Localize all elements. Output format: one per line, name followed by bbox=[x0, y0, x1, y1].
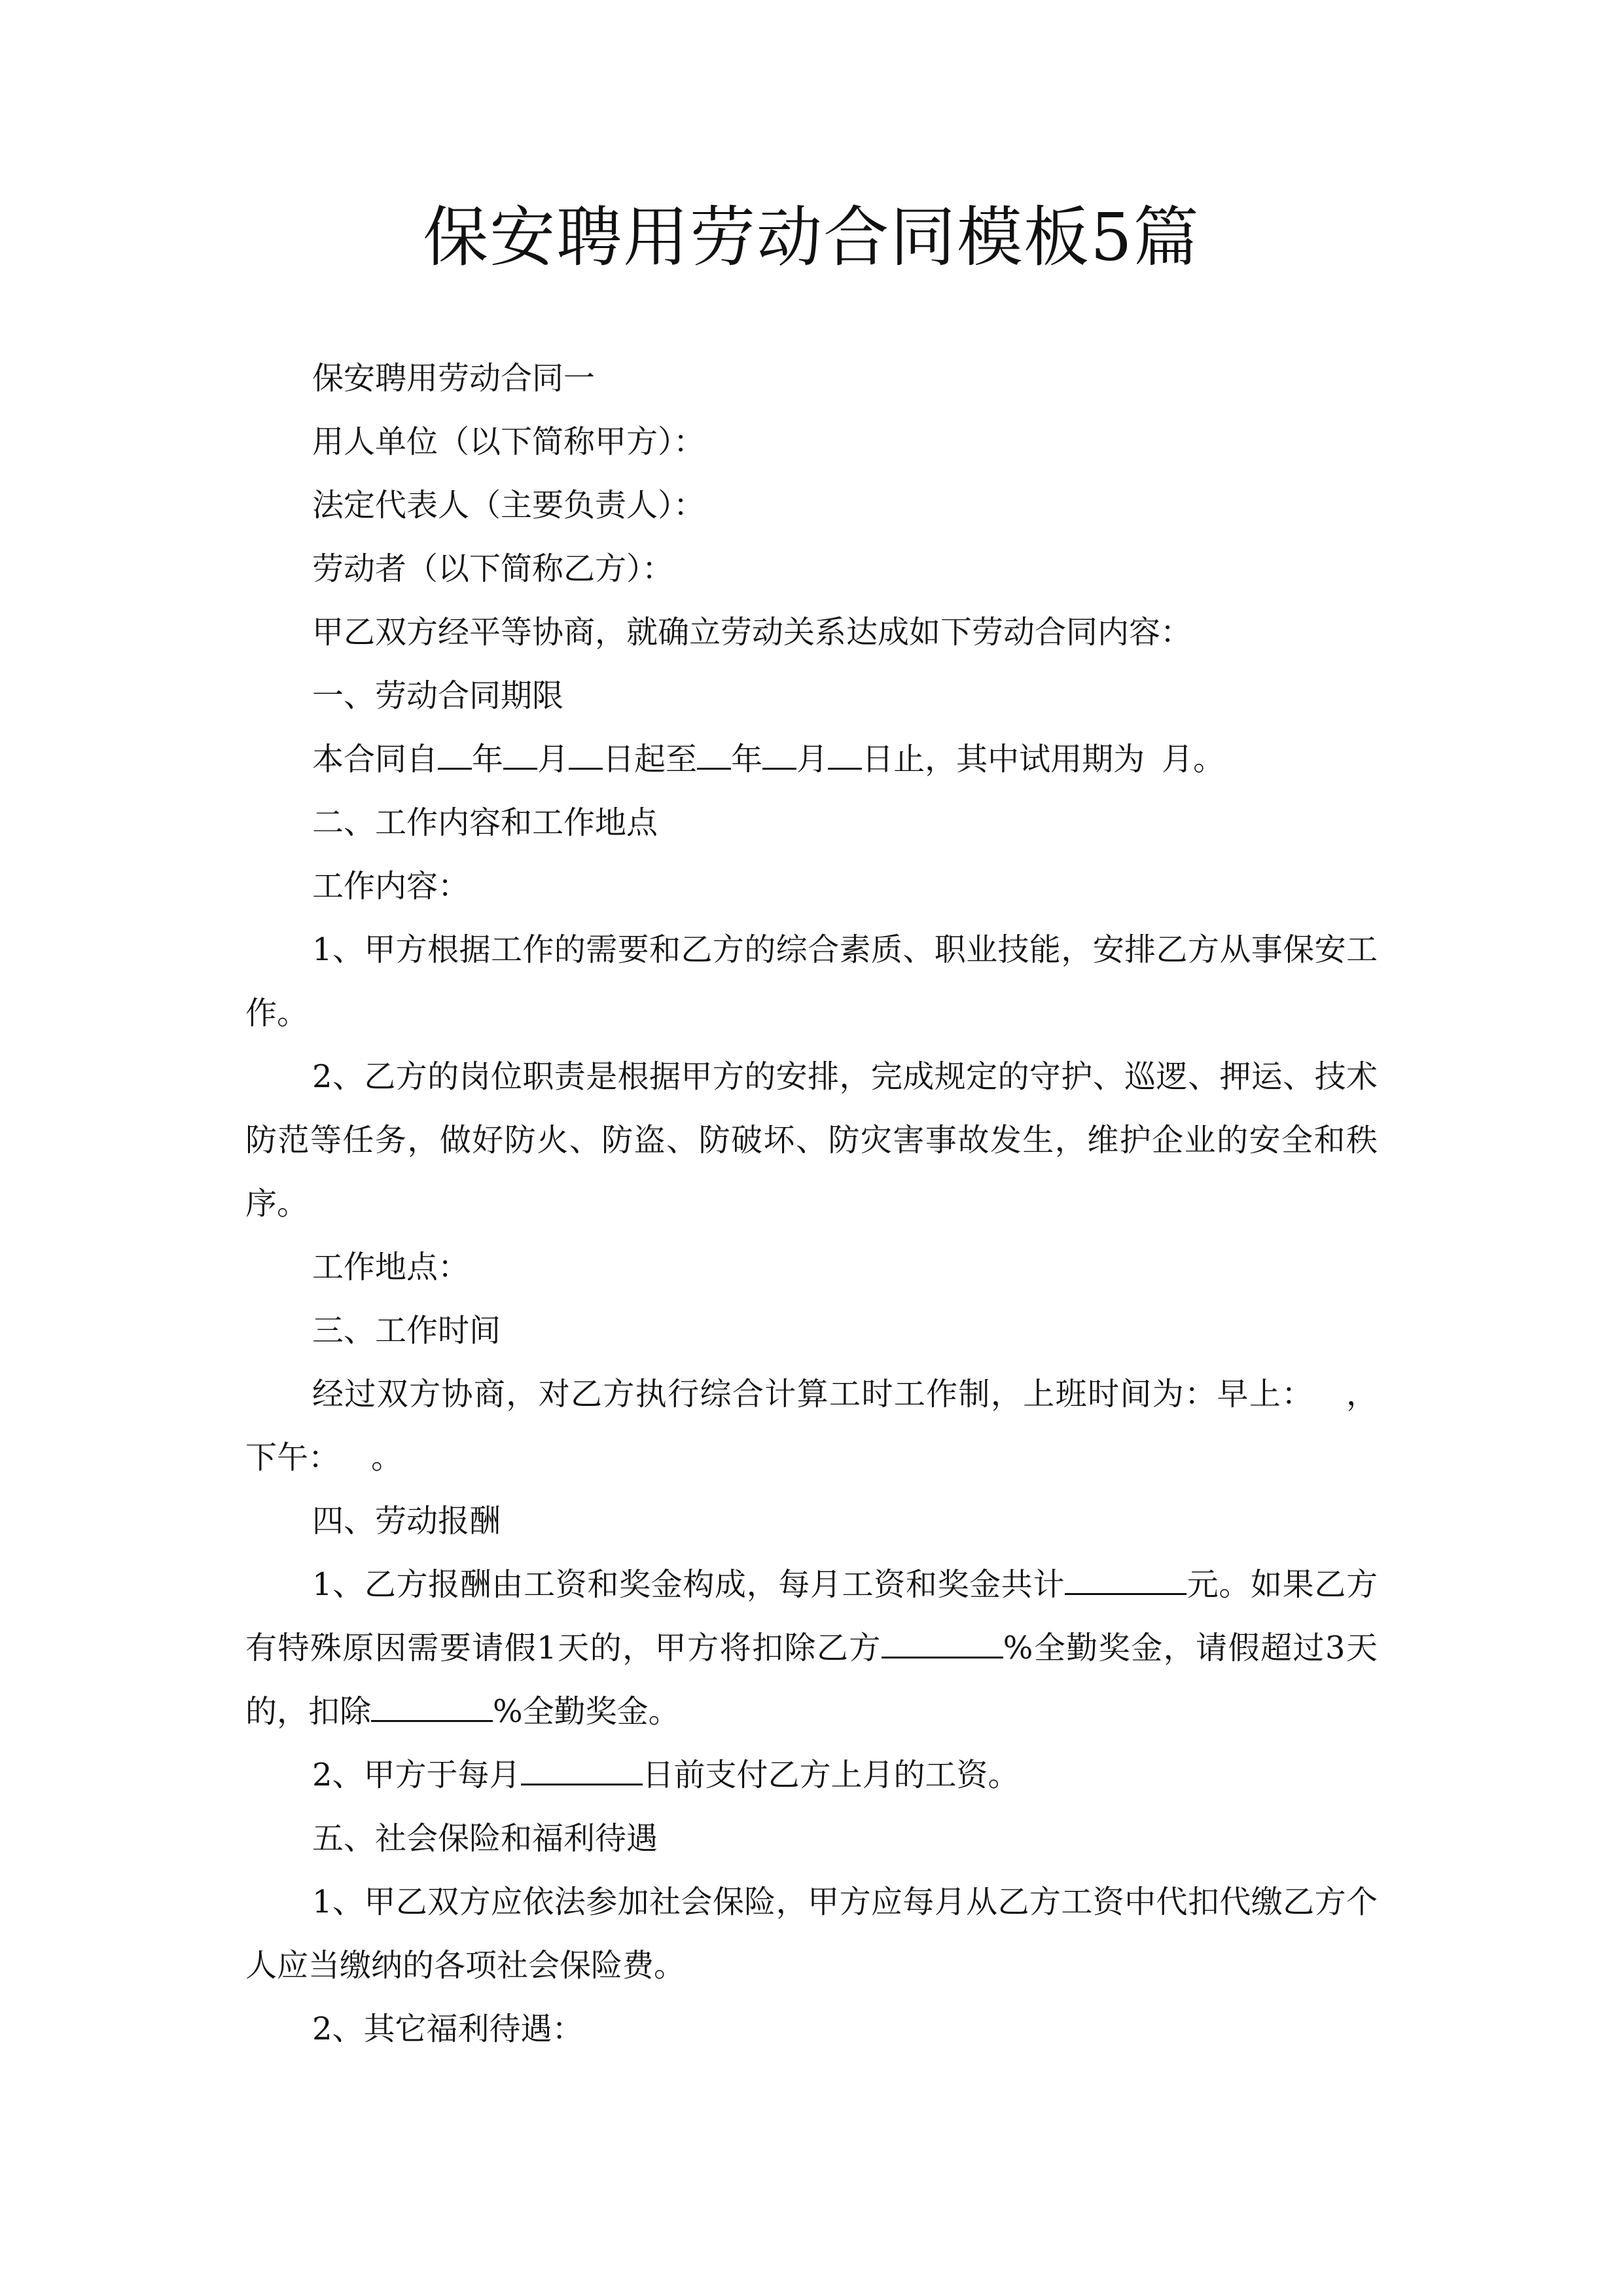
section-4-heading: 四、劳动报酬 bbox=[312, 1503, 501, 1539]
end-year-blank[interactable] bbox=[697, 742, 731, 770]
three-day-deduction-blank[interactable] bbox=[371, 1694, 493, 1722]
work-time-paragraph: 经过双方协商，对乙方执行综合计算工时工作制，上班时间为：早上： ，下午： 。 bbox=[245, 1376, 1378, 1476]
contract-term-paragraph: 本合同自 年 月 日起至 年 月 日止，其中试用期为 月。 bbox=[312, 741, 1225, 778]
work-content-item-1: 1、甲方根据工作的需要和乙方的综合素质、职业技能，安排乙方从事保安工作。 bbox=[245, 931, 1378, 1031]
remuneration-item-1: 1、乙方报酬由工资和奖金构成，每月工资和奖金共计 元。如果乙方有特殊原因需要请假1天的，甲方将扣除乙方 %全勤奖金，请假超过3天的，扣除 %全勤奖金。 bbox=[245, 1566, 1378, 1730]
pay-day-blank[interactable] bbox=[521, 1757, 643, 1785]
section-2-heading: 二、工作内容和工作地点 bbox=[312, 804, 658, 841]
work-content-item-2: 2、乙方的岗位职责是根据甲方的安排，完成规定的守护、巡逻、押运、技术防范等任务，做好防火、防盗、防破坏、防灾害事故发生，维护企业的安全和秩序。 bbox=[245, 1058, 1378, 1222]
start-month-blank[interactable] bbox=[503, 742, 537, 770]
monthly-total-blank[interactable] bbox=[1065, 1567, 1186, 1595]
agreement-intro: 甲乙双方经平等协商，就确立劳动关系达成如下劳动合同内容： bbox=[312, 614, 1192, 651]
employer-line: 用人单位（以下简称甲方）： bbox=[312, 423, 705, 460]
start-day-blank[interactable] bbox=[569, 742, 603, 770]
document-body bbox=[245, 347, 1378, 2061]
contract-heading: 保安聘用劳动合同一 bbox=[312, 360, 596, 397]
work-content-label: 工作内容： bbox=[312, 868, 470, 905]
section-5-heading: 五、社会保险和福利待遇 bbox=[312, 1820, 658, 1857]
end-day-blank[interactable] bbox=[828, 742, 862, 770]
section-1-heading: 一、劳动合同期限 bbox=[312, 677, 564, 714]
document-title: 保安聘用劳动合同模板5篇 bbox=[423, 199, 1200, 276]
remuneration-item-2: 2、甲方于每月 日前支付乙方上月的工资。 bbox=[312, 1757, 1020, 1793]
work-location-label: 工作地点： bbox=[312, 1249, 470, 1285]
section-3-heading: 三、工作时间 bbox=[312, 1312, 501, 1349]
start-year-blank[interactable] bbox=[438, 742, 472, 770]
end-month-blank[interactable] bbox=[762, 742, 796, 770]
employee-line: 劳动者（以下简称乙方）： bbox=[312, 550, 674, 587]
social-insurance-item-1: 1、甲乙双方应依法参加社会保险，甲方应每月从乙方工资中代扣代缴乙方个人应当缴纳的各项社会保险费。 bbox=[245, 1884, 1378, 1984]
social-insurance-item-2: 2、其它福利待遇： bbox=[312, 2011, 584, 2047]
one-day-deduction-blank[interactable] bbox=[882, 1630, 1003, 1659]
legal-representative-line: 法定代表人（主要负责人）： bbox=[312, 487, 705, 524]
